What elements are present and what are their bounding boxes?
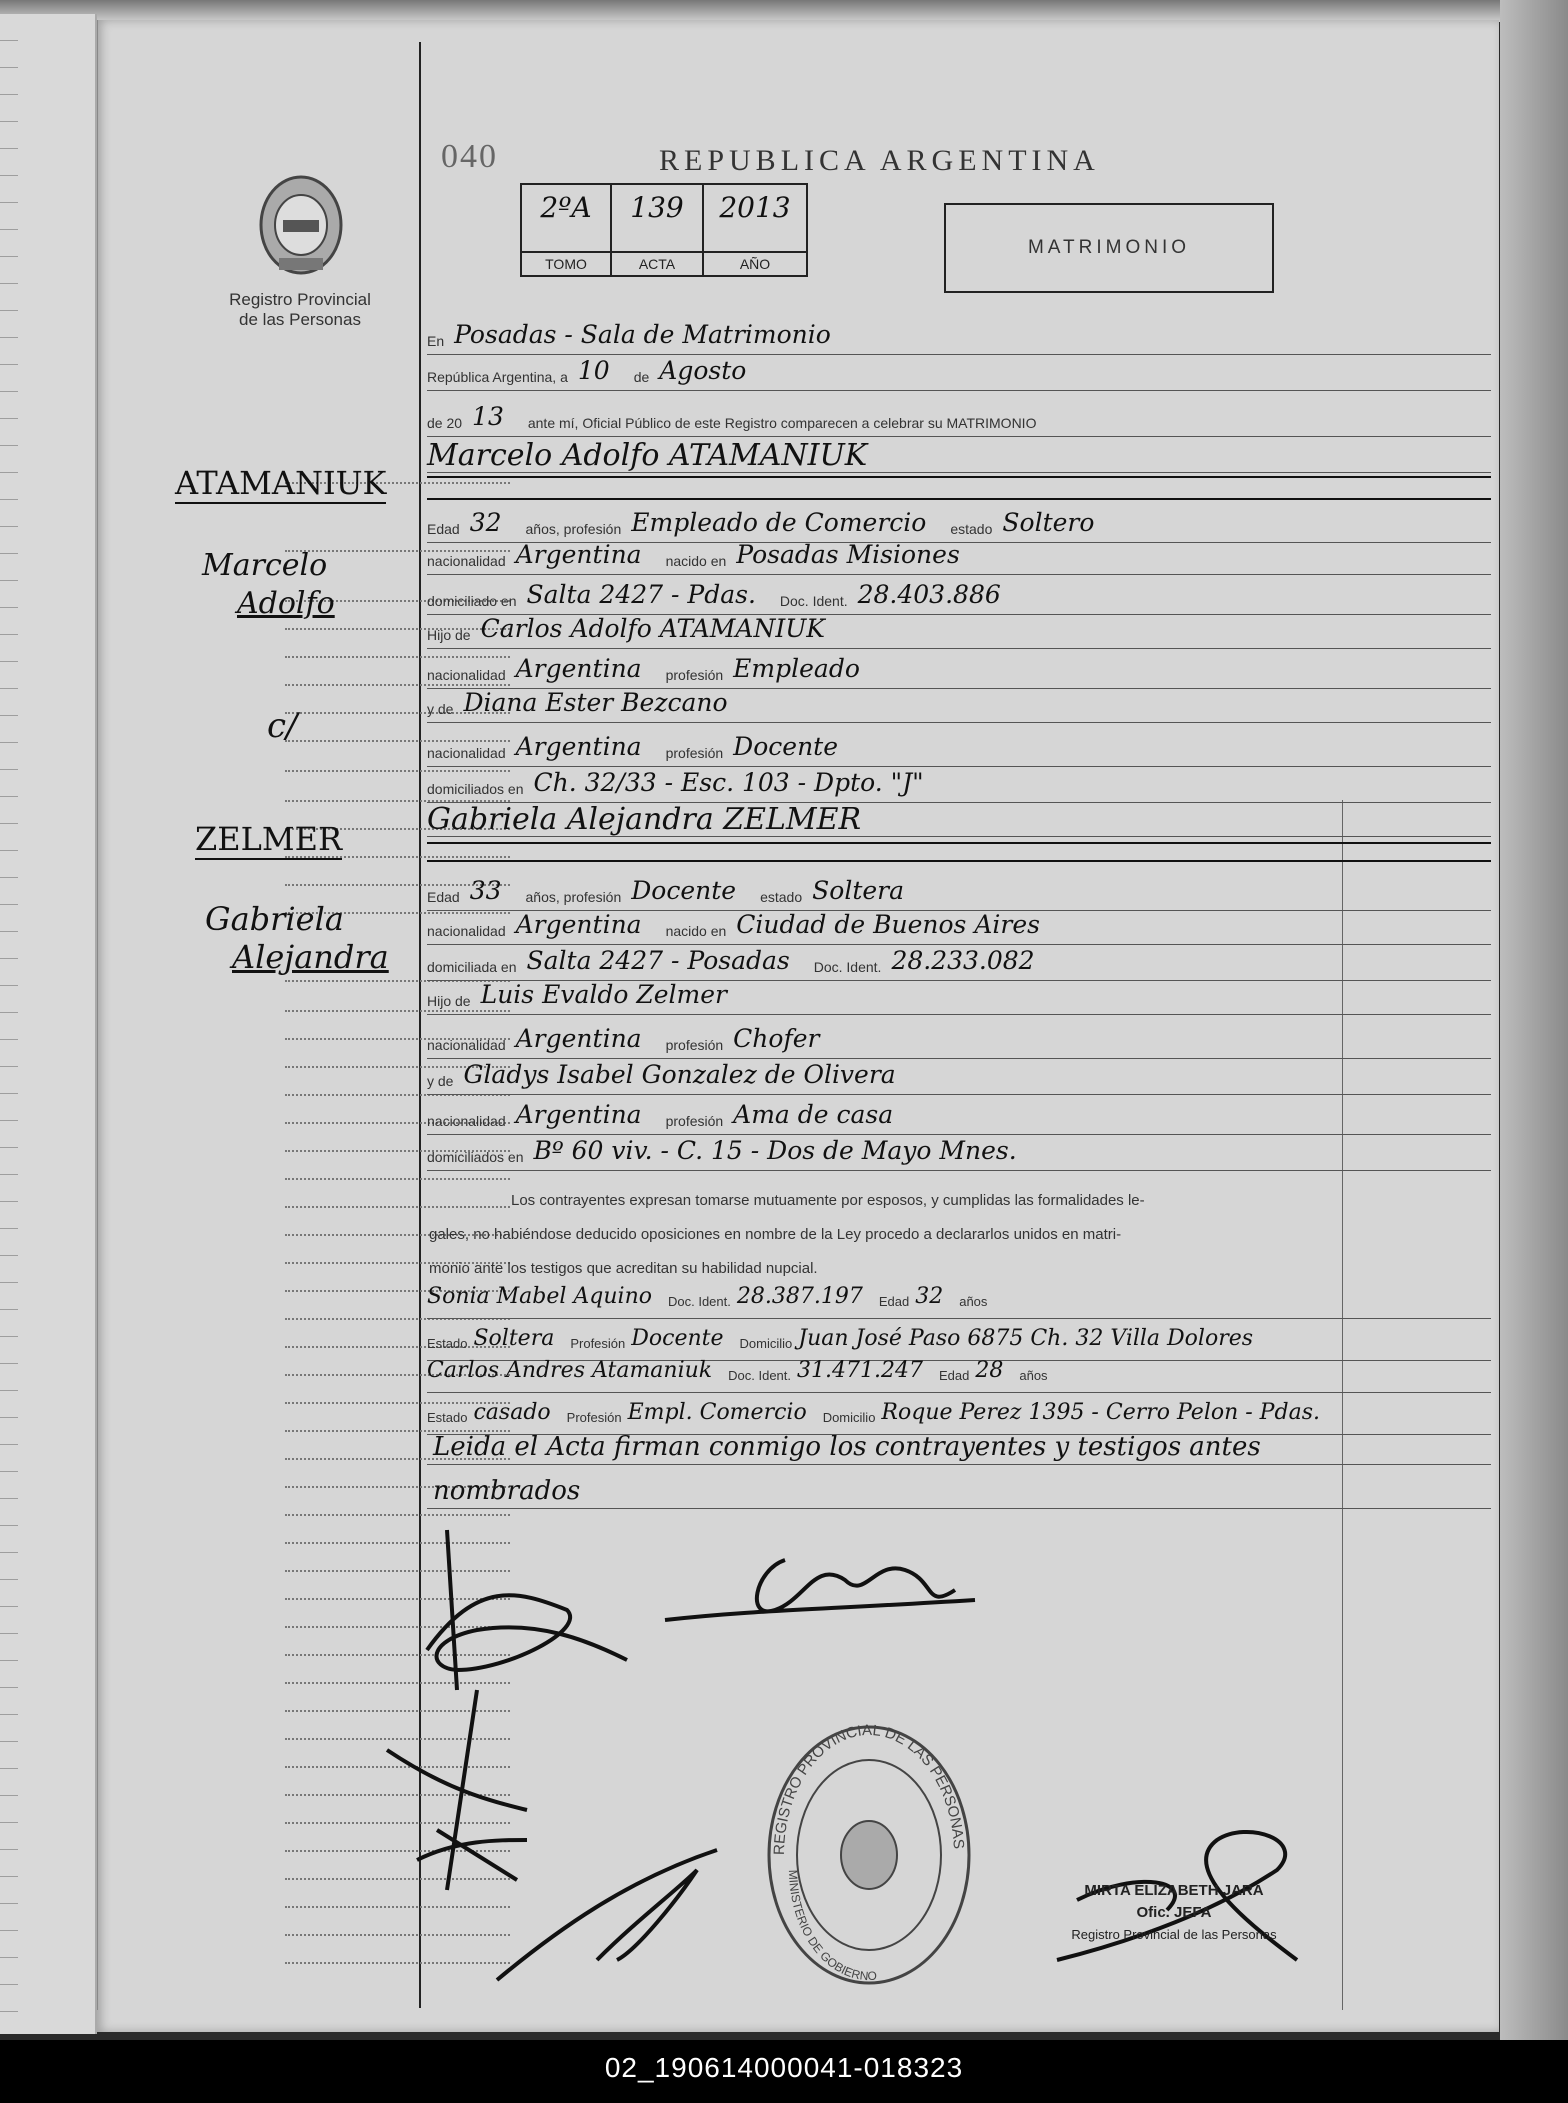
printed-label: nacido en xyxy=(665,923,727,939)
form-line xyxy=(427,980,1491,1015)
anio-cell xyxy=(704,185,806,275)
witness-doc: 28.387.197 xyxy=(736,1284,863,1309)
form-line xyxy=(427,732,1491,767)
printed-label: domiciliada en xyxy=(427,959,517,975)
act-type-box xyxy=(944,203,1274,293)
handwritten-entry: Empleado de Comercio xyxy=(631,508,927,537)
printed-label: profesión xyxy=(665,1113,724,1129)
printed-label: domiciliado en xyxy=(427,593,517,609)
printed-label: Hijo de xyxy=(427,993,471,1009)
form-line xyxy=(427,910,1491,945)
witness-age-label: Edad xyxy=(878,1294,910,1309)
handwritten-entry: Gabriela Alejandra ZELMER xyxy=(427,802,862,837)
declaration-line-2: gales, no habiéndose deducido oposiciones en nombre de la Ley procedo a declararlos unidos en matri- xyxy=(429,1226,1122,1243)
margin-column-left-rule xyxy=(97,20,98,2010)
handwritten-entry: Argentina xyxy=(515,1100,642,1129)
officer-name: MIRTA ELIZABETH JARA xyxy=(1084,1882,1264,1899)
witness-line xyxy=(427,1400,1491,1435)
printed-label: estado xyxy=(950,521,993,537)
printed-label: y de xyxy=(427,1073,454,1089)
officer-office: Registro Provincial de las Personas xyxy=(1071,1927,1277,1942)
signature-witness-2 xyxy=(477,1840,777,1990)
handwritten-entry: Argentina xyxy=(515,732,642,761)
handwritten-entry: Argentina xyxy=(515,910,642,939)
handwritten-entry: 13 xyxy=(472,402,504,431)
handwritten-entry: Argentina xyxy=(515,654,642,683)
witness-doc-label: Doc. Ident. xyxy=(668,1294,731,1309)
printed-label: nacionalidad xyxy=(427,667,506,683)
printed-label: de xyxy=(633,369,650,385)
file-id: 02_190614000041-018323 xyxy=(604,2052,964,2083)
printed-label: nacionalidad xyxy=(427,1037,506,1053)
printed-label: nacionalidad xyxy=(427,745,506,761)
form-line xyxy=(427,768,1491,803)
declaration-text xyxy=(429,1184,1509,1286)
margin-groom-surname: ATAMANIUK xyxy=(175,464,387,502)
form-line xyxy=(427,438,1491,473)
form-line xyxy=(427,508,1491,543)
tomo-cell xyxy=(522,185,612,275)
witness-estado: Soltera xyxy=(473,1326,555,1351)
handwritten-entry: 32 xyxy=(469,508,502,537)
registry-name-line2: de las Personas xyxy=(239,310,361,329)
printed-label: En xyxy=(427,333,445,349)
witness-estado-label: Estado xyxy=(427,1336,468,1351)
declaration-line-1: Los contrayentes expresan tomarse mutuamente por esposos, y cumplidas las formalidades le- xyxy=(511,1192,1145,1209)
background-top-edge xyxy=(0,0,1568,22)
previous-page-lines xyxy=(0,14,18,2034)
acta-label: ACTA xyxy=(612,251,702,275)
form-line xyxy=(427,1024,1491,1059)
tomo-value: 2ºA xyxy=(540,191,592,224)
witness-prof: Docente xyxy=(631,1326,724,1351)
acta-cell xyxy=(612,185,704,275)
handwritten-entry: Docente xyxy=(733,732,839,761)
anio-label: AÑO xyxy=(704,251,806,275)
margin-groom-given2: Adolfo xyxy=(237,586,335,621)
margin-bride-given2: Alejandra xyxy=(232,938,389,976)
witness-prof: Empl. Comercio xyxy=(627,1400,807,1425)
handwritten-entry: Posadas - Sala de Matrimonio xyxy=(454,320,831,349)
officer-block xyxy=(1039,1880,1309,1946)
printed-label: nacionalidad xyxy=(427,553,506,569)
form-line xyxy=(427,614,1491,649)
form-line xyxy=(427,946,1491,981)
witness-years-label: años xyxy=(959,1294,988,1309)
form-line xyxy=(427,688,1491,723)
handwritten-entry: Agosto xyxy=(659,356,747,385)
witness-name: Carlos Andres Atamaniuk xyxy=(427,1358,713,1383)
witness-dom: Juan José Paso 6875 Ch. 32 Villa Dolores xyxy=(798,1326,1254,1351)
printed-label: profesión xyxy=(665,1037,724,1053)
handwritten-entry: Posadas Misiones xyxy=(736,540,960,569)
handwritten-entry: Diana Ester Bezcano xyxy=(463,688,728,717)
witness-estado: casado xyxy=(473,1400,551,1425)
printed-label: domiciliados en xyxy=(427,781,524,797)
witness-line xyxy=(427,1358,1491,1393)
printed-label: Edad xyxy=(427,889,460,905)
handwritten-entry: Ciudad de Buenos Aires xyxy=(736,910,1040,939)
printed-label: años, profesión xyxy=(525,521,622,537)
printed-label: de 20 xyxy=(427,415,463,431)
printed-label: años, profesión xyxy=(525,889,622,905)
form-line xyxy=(427,402,1491,437)
handwritten-entry: Docente xyxy=(631,876,737,905)
form-line xyxy=(427,356,1491,391)
stamp-ring-text: REGISTRO PROVINCIAL DE LAS PERSONAS xyxy=(770,1721,967,1856)
handwritten-entry: Ama de casa xyxy=(733,1100,894,1129)
margin-connector: c/ xyxy=(267,706,298,746)
witness-line xyxy=(427,1326,1491,1361)
witness-years-label: años xyxy=(1019,1368,1048,1383)
closing-line-2: nombrados xyxy=(433,1476,581,1506)
registry-stamp xyxy=(759,1720,979,1990)
handwritten-entry: Soltera xyxy=(812,876,905,905)
form-line xyxy=(427,802,1491,837)
tomo-label: TOMO xyxy=(522,251,610,275)
witness-line xyxy=(427,1284,1491,1319)
form-line xyxy=(427,320,1491,355)
registry-name-line1: Registro Provincial xyxy=(229,290,371,309)
handwritten-entry: Carlos Adolfo ATAMANIUK xyxy=(480,614,825,643)
declaration-line-3: monio ante los testigos que acreditan su habilidad nupcial. xyxy=(429,1260,818,1277)
registry-name xyxy=(205,290,395,330)
form-line xyxy=(427,1060,1491,1095)
handwritten-entry: Empleado xyxy=(733,654,860,683)
handwritten-entry: Argentina xyxy=(515,1024,642,1053)
margin-bride-surname: ZELMER xyxy=(195,820,343,858)
form-line xyxy=(427,1136,1491,1171)
closing-rule xyxy=(427,1464,1491,1465)
witness-prof-label: Profesión xyxy=(570,1336,626,1351)
register-page xyxy=(97,20,1499,2032)
handwritten-entry: Luis Evaldo Zelmer xyxy=(480,980,727,1009)
handwritten-entry: Chofer xyxy=(733,1024,820,1053)
witness-dom: Roque Perez 1395 - Cerro Pelon - Pdas. xyxy=(881,1400,1320,1425)
handwritten-entry: 28.403.886 xyxy=(857,580,1001,609)
handwritten-entry: 10 xyxy=(577,356,610,385)
witness-age-label: Edad xyxy=(938,1368,970,1383)
country-title: REPUBLICA ARGENTINA xyxy=(659,144,1100,177)
closing-rule-2 xyxy=(427,1508,1491,1509)
form-line xyxy=(427,580,1491,615)
witness-name: Sonia Mabel Aquino xyxy=(427,1284,652,1309)
witness-estado-label: Estado xyxy=(427,1410,468,1425)
handwritten-entry: Ch. 32/33 - Esc. 103 - Dpto. "J" xyxy=(533,768,924,797)
printed-label: nacionalidad xyxy=(427,1113,506,1129)
witness-doc: 31.471.247 xyxy=(797,1358,923,1383)
handwritten-entry: 28.233.082 xyxy=(891,946,1035,975)
form-line xyxy=(427,1100,1491,1135)
handwritten-entry: Marcelo Adolfo ATAMANIUK xyxy=(427,438,868,473)
witness-dom-label: Domicilio xyxy=(739,1336,793,1351)
margin-bride-given1: Gabriela xyxy=(205,900,344,938)
printed-label: nacionalidad xyxy=(427,923,506,939)
witness-dom-label: Domicilio xyxy=(822,1410,876,1425)
officer-title: Ofic. JEFA xyxy=(1136,1904,1212,1921)
witness-doc-label: Doc. Ident. xyxy=(728,1368,792,1383)
anio-value: 2013 xyxy=(719,191,791,224)
printed-label: profesión xyxy=(665,745,724,761)
handwritten-entry: Bº 60 viv. - C. 15 - Dos de Mayo Mnes. xyxy=(533,1136,1017,1165)
printed-label: Edad xyxy=(427,521,460,537)
handwritten-entry: Soltero xyxy=(1002,508,1095,537)
background-right-edge xyxy=(1500,0,1568,2040)
form-line xyxy=(427,654,1491,689)
printed-label: y de xyxy=(427,701,454,717)
margin-groom-given1: Marcelo xyxy=(202,548,328,583)
printed-label: Doc. Ident. xyxy=(813,959,882,975)
printed-label: estado xyxy=(760,889,803,905)
witness-prof-label: Profesión xyxy=(566,1410,622,1425)
handwritten-entry: 33 xyxy=(469,876,502,905)
printed-label: ante mí, Oficial Público de este Registro comparecen a celebrar su MATRIMONIO xyxy=(527,415,1037,431)
printed-label: Hijo de xyxy=(427,627,471,643)
handwritten-entry: Salta 2427 - Pdas. xyxy=(526,580,756,609)
printed-label: profesión xyxy=(665,667,724,683)
signature-groom xyxy=(387,1520,647,1700)
handwritten-entry: Gladys Isabel Gonzalez de Olivera xyxy=(463,1060,896,1089)
handwritten-entry: Salta 2427 - Posadas xyxy=(526,946,790,975)
handwritten-entry: Argentina xyxy=(515,540,642,569)
record-number: 040 xyxy=(441,138,498,175)
record-reference-box xyxy=(520,183,808,277)
printed-label: República Argentina, a xyxy=(427,369,568,385)
signature-bride xyxy=(635,1520,995,1640)
stamp-bottom-text: MINISTERIO DE GOBIERNO xyxy=(785,1869,878,1984)
act-type-label: MATRIMONIO xyxy=(1027,237,1191,258)
witness-age: 32 xyxy=(915,1284,944,1309)
acta-value: 139 xyxy=(630,191,684,224)
printed-label: Doc. Ident. xyxy=(779,593,848,609)
form-line xyxy=(427,540,1491,575)
province-coat-of-arms xyxy=(251,170,351,280)
form-line xyxy=(427,876,1491,911)
printed-label: domiciliados en xyxy=(427,1149,524,1165)
closing-line-1: Leida el Acta firman conmigo los contrayentes y testigos antes xyxy=(433,1432,1261,1462)
printed-label: nacido en xyxy=(665,553,727,569)
witness-age: 28 xyxy=(975,1358,1004,1383)
